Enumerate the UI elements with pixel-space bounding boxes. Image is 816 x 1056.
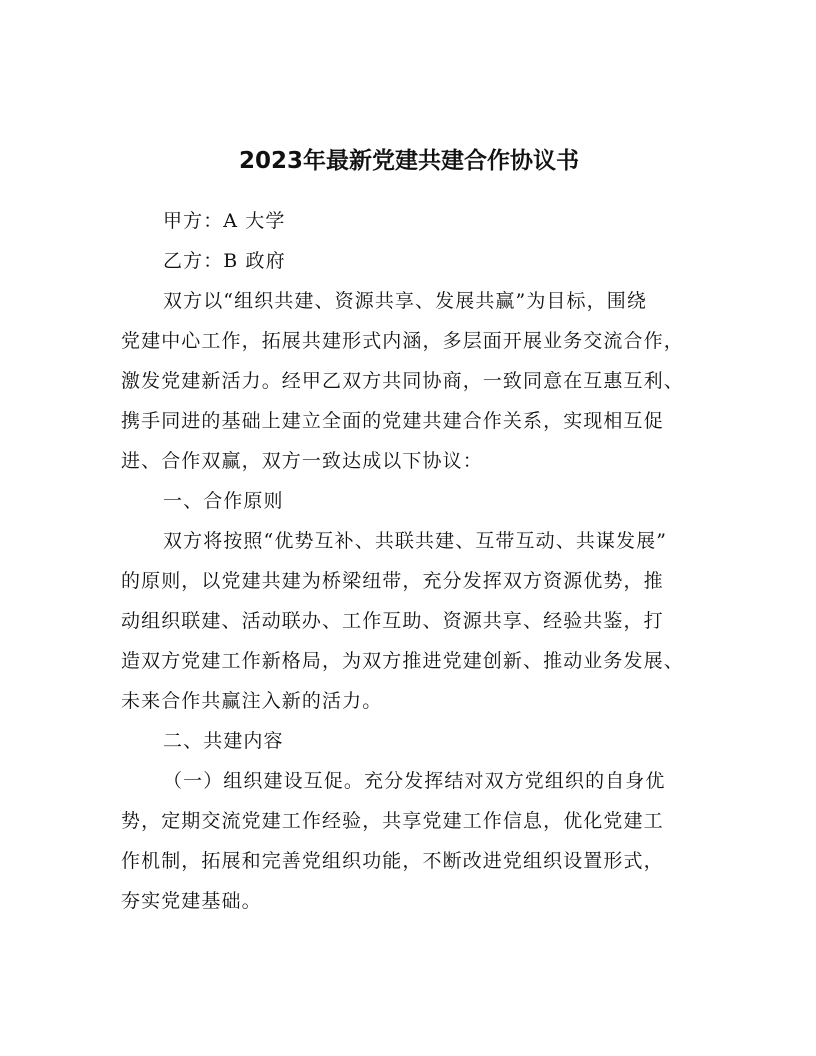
section-2-item-1-line-3: 作机制，拓展和完善党组织功能，不断改进党组织设置形式， bbox=[121, 850, 664, 872]
section-2-item-1-paragraph bbox=[121, 761, 697, 921]
section-1-line-2: 的原则，以党建共建为桥梁纽带，充分发挥双方资源优势，推 bbox=[121, 570, 664, 592]
party-b-line: 乙方：B 政府 bbox=[163, 250, 286, 272]
intro-line-5: 进、合作双赢，双方一致达成以下协议： bbox=[121, 450, 483, 472]
document-title: 2023年最新党建共建合作协议书 bbox=[238, 148, 579, 174]
section-2-heading: 二、共建内容 bbox=[163, 730, 284, 752]
section-2-item-1-line-2: 势，定期交流党建工作经验，共享党建工作信息，优化党建工 bbox=[121, 810, 664, 832]
section-1-line-4: 造双方党建工作新格局，为双方推进党建创新、推动业务发展、 bbox=[121, 650, 684, 672]
intro-line-1: 双方以“组织共建、资源共享、发展共赢”为目标，围绕 bbox=[163, 290, 647, 312]
section-1-heading: 一、合作原则 bbox=[163, 490, 284, 512]
intro-paragraph bbox=[121, 281, 697, 481]
intro-line-2: 党建中心工作，拓展共建形式内涵，多层面开展业务交流合作， bbox=[121, 330, 684, 352]
section-2-item-1-line-4: 夯实党建基础。 bbox=[121, 890, 262, 912]
section-1-line-5: 未来合作共赢注入新的活力。 bbox=[121, 690, 383, 712]
party-a-line: 甲方：A 大学 bbox=[163, 210, 286, 232]
section-1-line-1: 双方将按照“优势互补、共联共建、互带互动、共谋发展” bbox=[163, 530, 668, 552]
document-body bbox=[121, 141, 697, 921]
section-1-line-3: 动组织联建、活动联办、工作互助、资源共享、经验共鉴，打 bbox=[121, 610, 664, 632]
intro-line-3: 激发党建新活力。经甲乙双方共同协商，一致同意在互惠互利、 bbox=[121, 370, 684, 392]
intro-line-4: 携手同进的基础上建立全面的党建共建合作关系，实现相互促 bbox=[121, 410, 664, 432]
section-1-paragraph bbox=[121, 521, 697, 721]
section-2-item-1-line-1: （一）组织建设互促。充分发挥结对双方党组织的自身优 bbox=[163, 770, 666, 792]
